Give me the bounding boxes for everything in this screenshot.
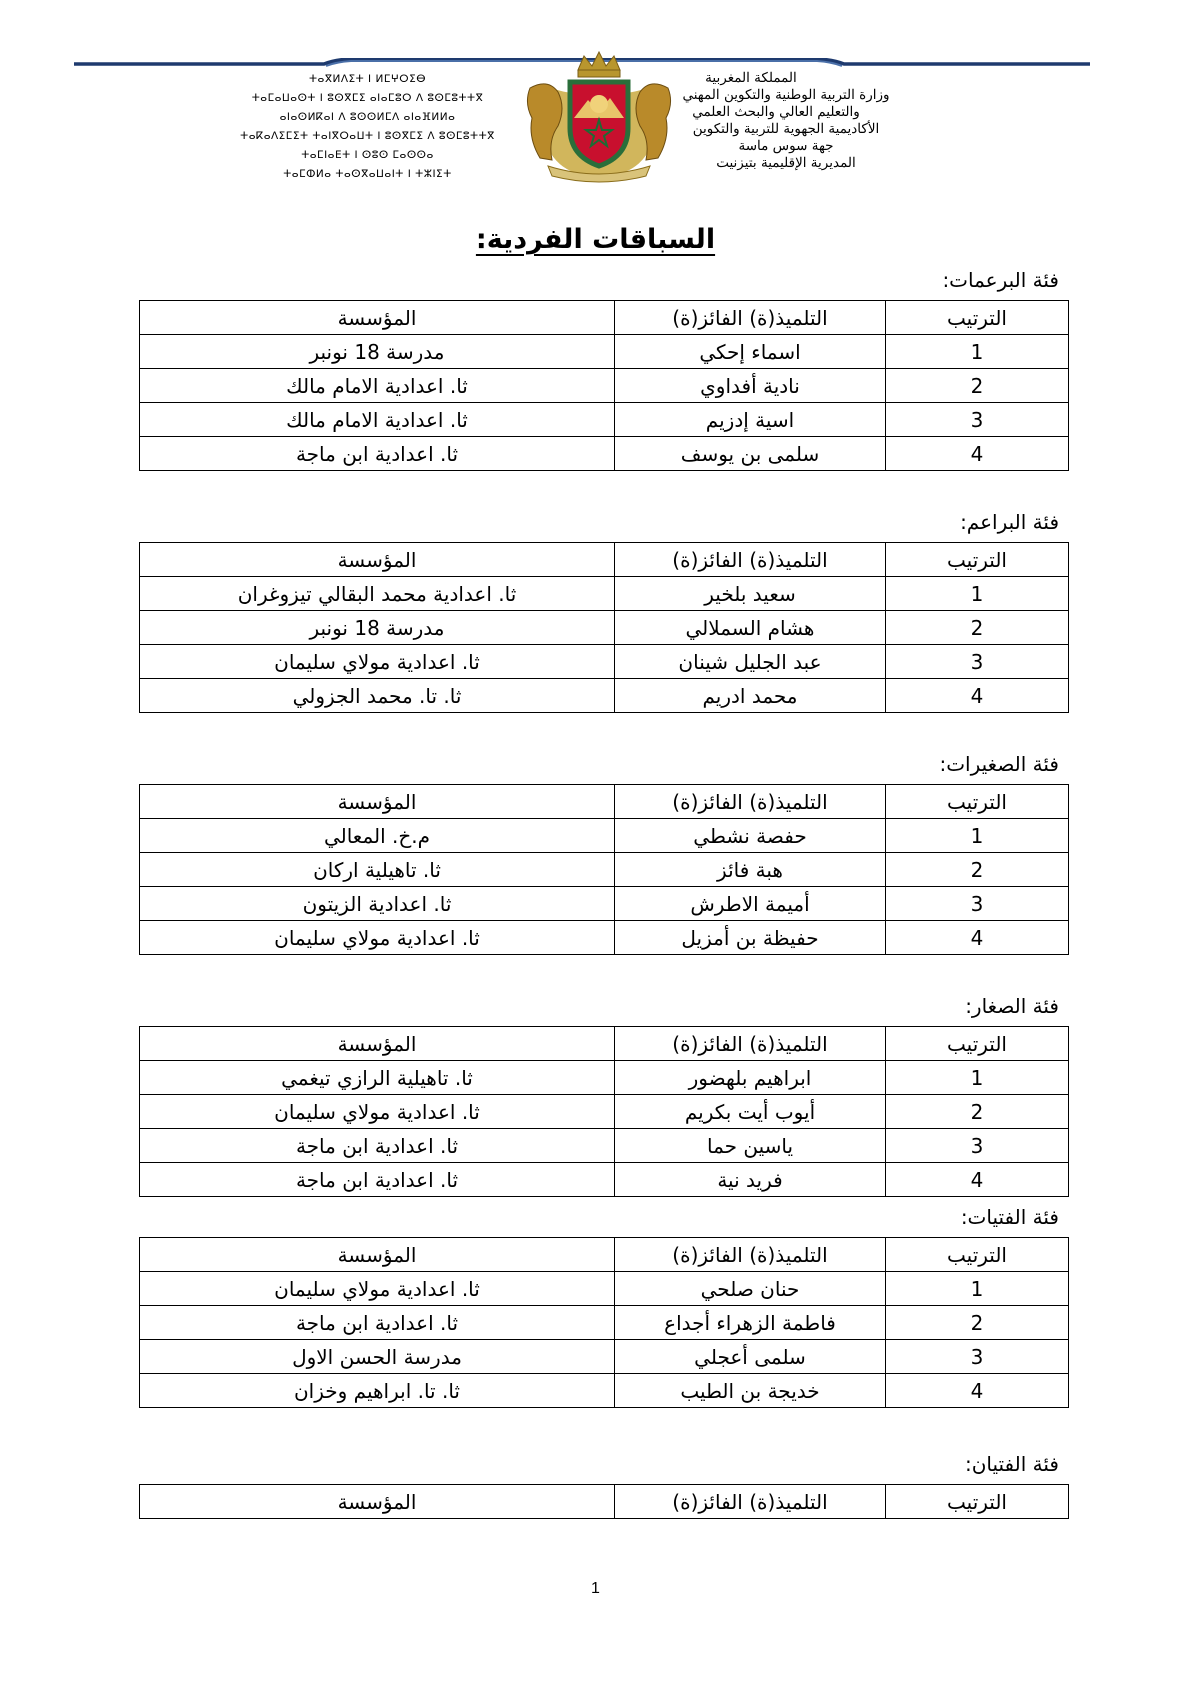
table-row	[140, 853, 1069, 887]
results-table	[139, 300, 1069, 471]
column-header-name: التلميذ(ة) الفائز(ة)	[615, 301, 886, 335]
tifinagh-line: ⵜⴰⴽⴰⴷⵉⵎⵉⵜ ⵜⴰⵏⴳⵔⴰⵡⵜ ⵏ ⵓⵙⴳⵎⵉ ⴷ ⵓⵙⵎⵓⵜⵜⴳ	[240, 130, 495, 142]
column-header-institution: المؤسسة	[140, 1238, 615, 1272]
student-name-cell: سلمى بن يوسف	[615, 437, 886, 471]
table-header-row	[140, 543, 1069, 577]
student-name-cell: محمد ادريم	[615, 679, 886, 713]
column-header-institution: المؤسسة	[140, 1027, 615, 1061]
table-header-row	[140, 1485, 1069, 1519]
rank-cell: 3	[886, 645, 1069, 679]
student-name-cell: هبة فائز	[615, 853, 886, 887]
column-header-institution: المؤسسة	[140, 785, 615, 819]
table-row	[140, 335, 1069, 369]
institution-cell: ثا. اعدادية مولاي سليمان	[140, 645, 615, 679]
arabic-header-line: المديرية الإقليمية بتيزنيت	[716, 155, 856, 171]
category-label: فئة الصغيرات:	[939, 752, 1059, 776]
rank-cell: 3	[886, 403, 1069, 437]
column-header-rank: الترتيب	[886, 785, 1069, 819]
student-name-cell: اسماء إحكي	[615, 335, 886, 369]
results-table	[139, 1026, 1069, 1197]
rank-cell: 1	[886, 1061, 1069, 1095]
column-header-name: التلميذ(ة) الفائز(ة)	[615, 543, 886, 577]
institution-cell: ثا. اعدادية ابن ماجة	[140, 437, 615, 471]
table-header-row	[140, 1027, 1069, 1061]
column-header-rank: الترتيب	[886, 543, 1069, 577]
student-name-cell: حفصة نشطي	[615, 819, 886, 853]
page-number: 1	[591, 1580, 600, 1597]
institution-cell: ثا. اعدادية ابن ماجة	[140, 1306, 615, 1340]
institution-cell: ثا. اعدادية الامام مالك	[140, 369, 615, 403]
rank-cell: 1	[886, 1272, 1069, 1306]
column-header-rank: الترتيب	[886, 301, 1069, 335]
page-title: السباقات الفردية:	[475, 224, 716, 255]
column-header-rank: الترتيب	[886, 1027, 1069, 1061]
rank-cell: 1	[886, 577, 1069, 611]
institution-cell: ثا. تا. ابراهيم وخزان	[140, 1374, 615, 1408]
table-row	[140, 1340, 1069, 1374]
table-row	[140, 921, 1069, 955]
rank-cell: 3	[886, 1129, 1069, 1163]
category-label: فئة البرعمات:	[942, 268, 1059, 292]
column-header-rank: الترتيب	[886, 1485, 1069, 1519]
rank-cell: 4	[886, 1163, 1069, 1197]
table-row	[140, 887, 1069, 921]
table-row	[140, 577, 1069, 611]
table-row	[140, 1061, 1069, 1095]
institution-cell: ثا. اعدادية ابن ماجة	[140, 1163, 615, 1197]
rank-cell: 4	[886, 1374, 1069, 1408]
arabic-header-line: وزارة التربية الوطنية والتكوين المهني	[682, 87, 890, 103]
category-label: فئة الفتيان:	[964, 1452, 1059, 1476]
institution-cell: مدرسة 18 نونبر	[140, 611, 615, 645]
student-name-cell: حنان صلحي	[615, 1272, 886, 1306]
table-header-row	[140, 785, 1069, 819]
institution-cell: ثا. تاهيلية اركان	[140, 853, 615, 887]
institution-cell: ثا. اعدادية الامام مالك	[140, 403, 615, 437]
institution-cell: ثا. اعدادية مولاي سليمان	[140, 1272, 615, 1306]
table-row	[140, 679, 1069, 713]
table-row	[140, 1095, 1069, 1129]
student-name-cell: عبد الجليل شينان	[615, 645, 886, 679]
rank-cell: 2	[886, 1306, 1069, 1340]
results-table	[139, 1237, 1069, 1408]
rank-cell: 3	[886, 1340, 1069, 1374]
column-header-institution: المؤسسة	[140, 301, 615, 335]
results-table	[139, 542, 1069, 713]
rank-cell: 2	[886, 611, 1069, 645]
tifinagh-line: ⵜⴰⵎⵀⵍⴰ ⵜⴰⵙⴳⴰⵡⴰⵏⵜ ⵏ ⵜⵣⵏⵉⵜ	[283, 168, 452, 180]
student-name-cell: سعيد بلخير	[615, 577, 886, 611]
rank-cell: 2	[886, 853, 1069, 887]
rank-cell: 4	[886, 437, 1069, 471]
category-label: فئة الصغار:	[965, 994, 1059, 1018]
rank-cell: 3	[886, 887, 1069, 921]
table-row	[140, 1272, 1069, 1306]
header-tifinagh	[235, 70, 500, 184]
rank-cell: 4	[886, 679, 1069, 713]
rank-cell: 4	[886, 921, 1069, 955]
tifinagh-line: ⵜⴰⵎⵏⴰⴹⵜ ⵏ ⵙⵓⵙ ⵎⴰⵙⵙⴰ	[301, 149, 434, 161]
column-header-institution: المؤسسة	[140, 1485, 615, 1519]
student-name-cell: خديجة بن الطيب	[615, 1374, 886, 1408]
student-name-cell: فريد نية	[615, 1163, 886, 1197]
student-name-cell: هشام السملالي	[615, 611, 886, 645]
column-header-name: التلميذ(ة) الفائز(ة)	[615, 1027, 886, 1061]
arabic-header-line: المملكة المغربية	[705, 70, 797, 86]
student-name-cell: حفيظة بن أمزيل	[615, 921, 886, 955]
table-row	[140, 1129, 1069, 1163]
rank-cell: 2	[886, 369, 1069, 403]
category-label: فئة الفتيات:	[960, 1205, 1059, 1229]
tifinagh-line: ⵜⴰⴳⵍⴷⵉⵜ ⵏ ⵍⵎⵖⵔⵉⴱ	[308, 73, 427, 85]
table-row	[140, 645, 1069, 679]
header-arabic	[651, 70, 921, 172]
table-row	[140, 1163, 1069, 1197]
table-header-row	[140, 1238, 1069, 1272]
institution-cell: ثا. تاهيلية الرازي تيغمي	[140, 1061, 615, 1095]
table-row	[140, 1306, 1069, 1340]
arabic-header-line: الأكاديمية الجهوية للتربية والتكوين	[692, 121, 880, 137]
column-header-name: التلميذ(ة) الفائز(ة)	[615, 1485, 886, 1519]
student-name-cell: سلمى أعجلي	[615, 1340, 886, 1374]
table-row	[140, 1374, 1069, 1408]
table-header-row	[140, 301, 1069, 335]
institution-cell: م.خ. المعالي	[140, 819, 615, 853]
tifinagh-line: ⵜⴰⵎⴰⵡⴰⵙⵜ ⵏ ⵓⵙⴳⵎⵉ ⴰⵏⴰⵎⵓⵔ ⴷ ⵓⵙⵎⵓⵜⵜⴳ	[251, 92, 484, 104]
student-name-cell: ابراهيم بلهضور	[615, 1061, 886, 1095]
table-row	[140, 437, 1069, 471]
student-name-cell: نادية أفداوي	[615, 369, 886, 403]
tifinagh-line: ⴰⵏⴰⵙⵍⴽⴰⵏ ⴷ ⵓⵙⵙⵍⵎⴷ ⴰⵏⴰⴼⵍⵍⴰ	[279, 111, 456, 123]
column-header-name: التلميذ(ة) الفائز(ة)	[615, 1238, 886, 1272]
arabic-header-line: جهة سوس ماسة	[738, 138, 834, 154]
student-name-cell: أيوب أيت بكريم	[615, 1095, 886, 1129]
institution-cell: ثا. تا. محمد الجزولي	[140, 679, 615, 713]
institution-cell: مدرسة الحسن الاول	[140, 1340, 615, 1374]
rank-cell: 1	[886, 819, 1069, 853]
institution-cell: مدرسة 18 نونبر	[140, 335, 615, 369]
column-header-rank: الترتيب	[886, 1238, 1069, 1272]
rank-cell: 2	[886, 1095, 1069, 1129]
results-table	[139, 1484, 1069, 1519]
column-header-institution: المؤسسة	[140, 543, 615, 577]
institution-cell: ثا. اعدادية محمد البقالي تيزوغران	[140, 577, 615, 611]
results-table	[139, 784, 1069, 955]
category-label: فئة البراعم:	[960, 510, 1059, 534]
table-row	[140, 819, 1069, 853]
student-name-cell: اسية إدزيم	[615, 403, 886, 437]
institution-cell: ثا. اعدادية ابن ماجة	[140, 1129, 615, 1163]
column-header-name: التلميذ(ة) الفائز(ة)	[615, 785, 886, 819]
institution-cell: ثا. اعدادية مولاي سليمان	[140, 921, 615, 955]
student-name-cell: فاطمة الزهراء أجداع	[615, 1306, 886, 1340]
table-row	[140, 611, 1069, 645]
rank-cell: 1	[886, 335, 1069, 369]
table-row	[140, 403, 1069, 437]
arabic-header-line: والتعليم العالي والبحث العلمي	[692, 104, 860, 120]
table-row	[140, 369, 1069, 403]
institution-cell: ثا. اعدادية الزيتون	[140, 887, 615, 921]
student-name-cell: ياسين حما	[615, 1129, 886, 1163]
student-name-cell: أميمة الاطرش	[615, 887, 886, 921]
institution-cell: ثا. اعدادية مولاي سليمان	[140, 1095, 615, 1129]
